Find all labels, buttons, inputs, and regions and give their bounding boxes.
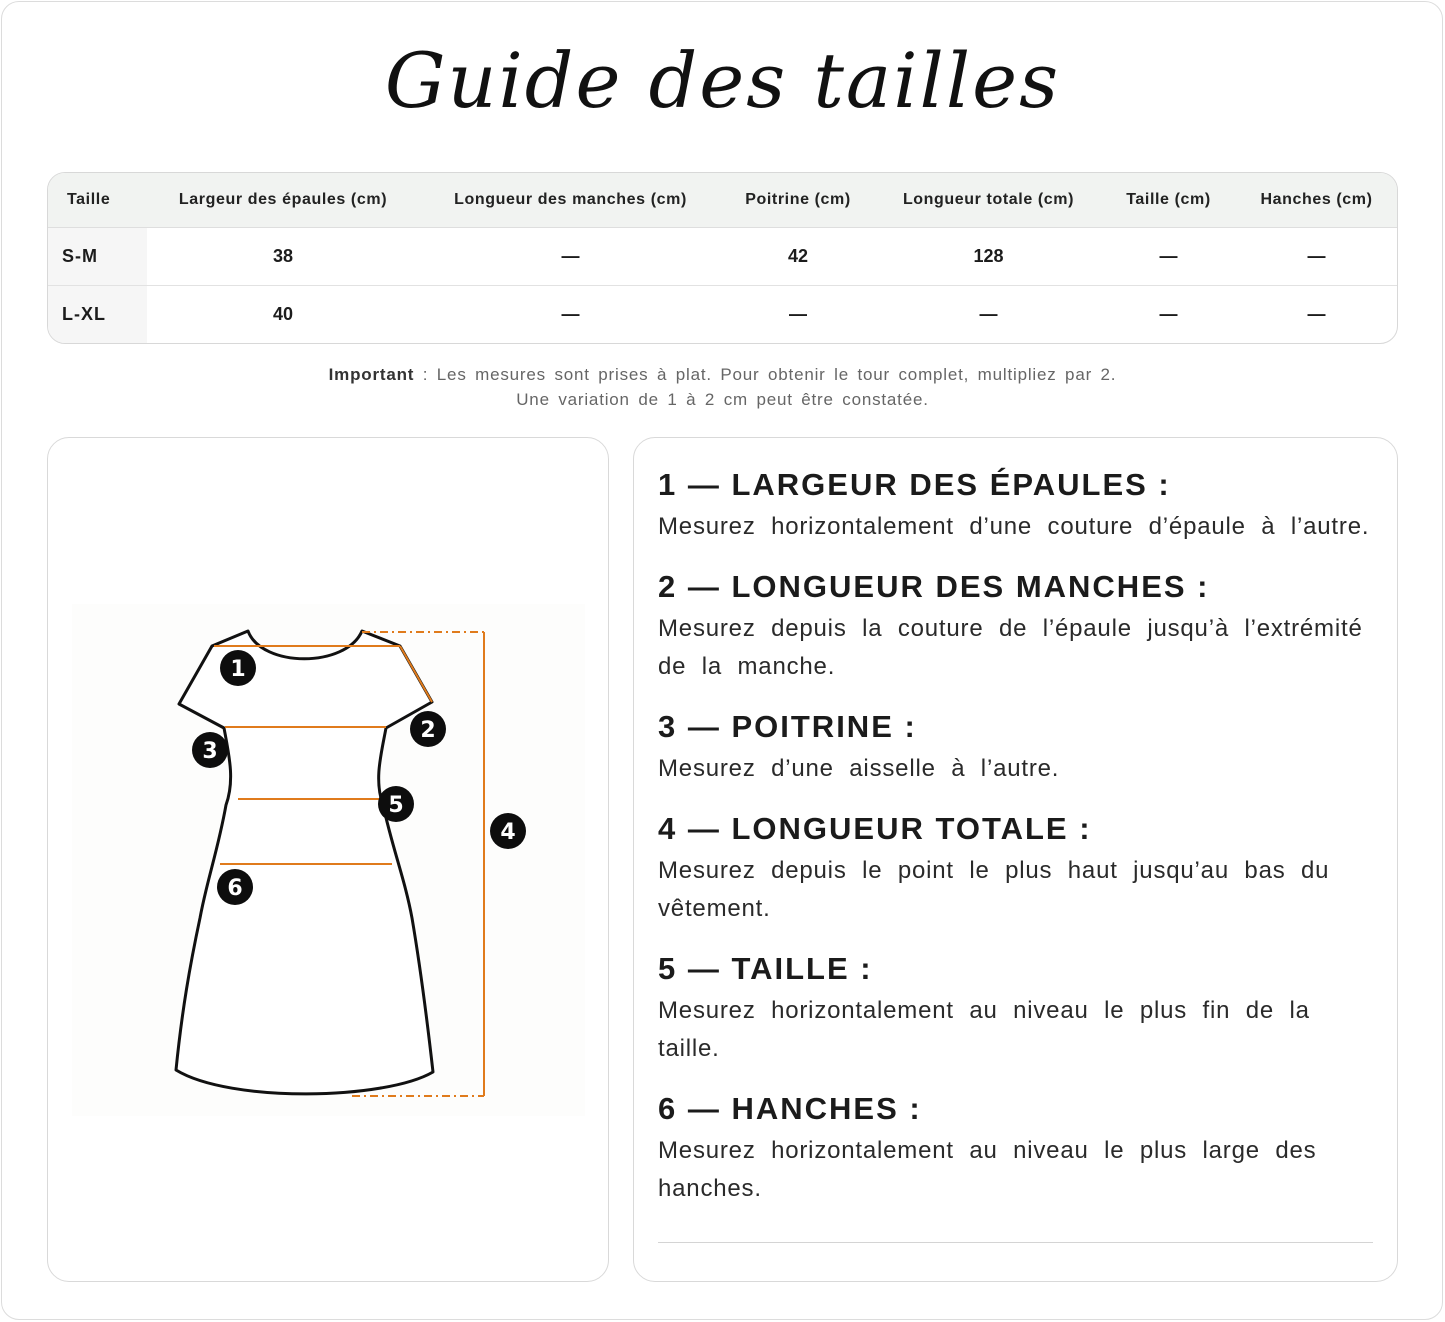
page-title: Guide des tailles — [384, 36, 1061, 125]
important-note — [0, 365, 1445, 385]
table-row — [48, 285, 1398, 343]
table-cell: 38 — [147, 227, 419, 285]
step-description: Mesurez horizontalement au niveau le plus large des hanches. — [658, 1137, 1317, 1202]
marker-1-label: 1 — [230, 657, 246, 682]
dress-illustration — [72, 604, 585, 1116]
note-line-2: Une variation de 1 à 2 cm peut être constatée. — [516, 390, 929, 409]
guide-step-bust — [658, 708, 1373, 788]
table-cell: 42 — [722, 227, 874, 285]
measurement-guide — [658, 466, 1373, 1230]
header-hanches: Hanches (cm) — [1234, 173, 1398, 227]
header-taille-cm: Taille (cm) — [1103, 173, 1234, 227]
table-cell: — — [979, 303, 998, 324]
table-cell: — — [419, 227, 722, 285]
header-largeur-epaules: Largeur des épaules (cm) — [147, 173, 419, 227]
step-title: 5 — TAILLE : — [658, 951, 873, 986]
table-header-row — [48, 173, 1398, 227]
size-table — [47, 172, 1398, 344]
table-cell: 40 — [272, 303, 294, 324]
step-description: Mesurez d’une aisselle à l’autre. — [658, 755, 1060, 782]
guide-step-hips — [658, 1090, 1373, 1208]
important-label: Important — [328, 365, 415, 384]
header-taille: Taille — [48, 173, 147, 227]
table-cell: — — [1307, 303, 1326, 324]
step-title: 3 — POITRINE : — [658, 709, 917, 744]
table-cell: — — [561, 303, 580, 324]
marker-5-label: 5 — [388, 793, 404, 818]
marker-4-label: 4 — [500, 820, 516, 845]
table-cell: — — [789, 303, 807, 324]
guide-divider — [658, 1242, 1373, 1243]
step-description: Mesurez horizontalement au niveau le plus fin de la taille. — [658, 997, 1310, 1062]
dress-outline — [176, 631, 436, 1094]
step-title: 1 — LARGEUR DES ÉPAULES : — [658, 467, 1171, 502]
header-longueur-manches: Longueur des manches (cm) — [419, 173, 722, 227]
dress-diagram — [72, 604, 585, 1116]
marker-6-label: 6 — [227, 876, 243, 901]
table-cell: — — [1234, 227, 1398, 285]
header-longueur-totale: Longueur totale (cm) — [874, 173, 1103, 227]
table-cell: 128 — [874, 227, 1103, 285]
table-cell: — — [1159, 303, 1178, 324]
guide-step-shoulders — [658, 466, 1373, 546]
step-title: 2 — LONGUEUR DES MANCHES : — [658, 569, 1210, 604]
step-description: Mesurez depuis le point le plus haut jusqu’au bas du vêtement. — [658, 857, 1330, 922]
table-row — [48, 227, 1398, 285]
marker-2-label: 2 — [420, 718, 436, 743]
table-cell: — — [1103, 227, 1234, 285]
guide-step-length — [658, 810, 1373, 928]
step-description: Mesurez depuis la couture de l’épaule jusqu’à l’extrémité de la manche. — [658, 615, 1363, 680]
size-label: L-XL — [48, 285, 147, 343]
header-poitrine: Poitrine (cm) — [722, 173, 874, 227]
guide-step-sleeves — [658, 568, 1373, 686]
marker-3-label: 3 — [202, 739, 218, 764]
note-line-1: : Les mesures sont prises à plat. Pour obtenir le tour complet, multipliez par 2. — [414, 365, 1117, 384]
size-label: S-M — [48, 227, 147, 285]
step-description: Mesurez horizontalement d’une couture d’épaule à l’autre. — [658, 513, 1370, 540]
guide-step-waist — [658, 950, 1373, 1068]
step-title: 6 — HANCHES : — [658, 1091, 922, 1126]
step-title: 4 — LONGUEUR TOTALE : — [658, 811, 1092, 846]
